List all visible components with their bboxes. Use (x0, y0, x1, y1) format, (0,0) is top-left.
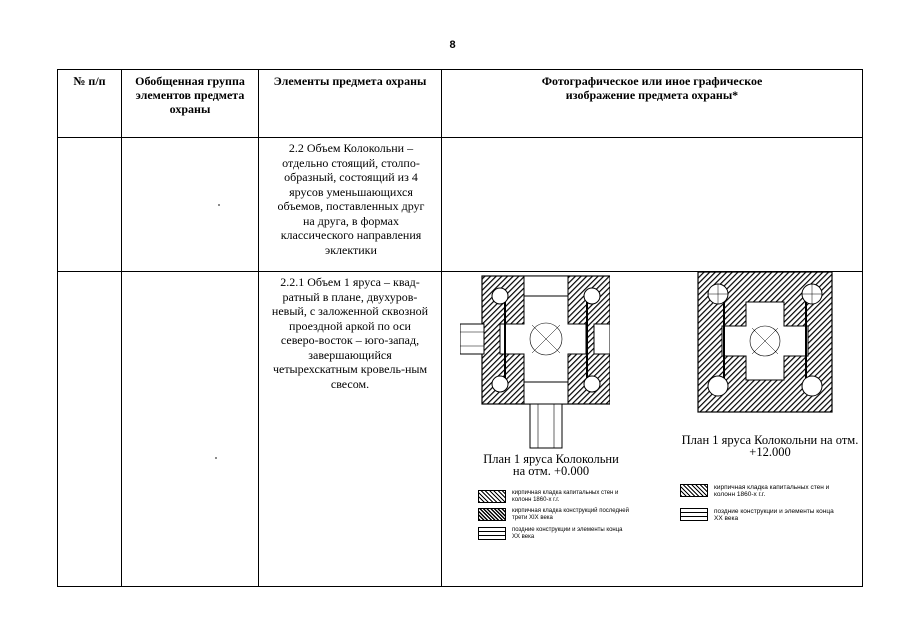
legend-item: кирпичная кладка капитальных стен и колонн 1860-х г.г. (680, 484, 844, 498)
legend-item: кирпичная кладка капитальных стен и колонн 1860-х г.г. (478, 490, 632, 504)
page-number: 8 (449, 39, 456, 51)
table-row (58, 272, 863, 587)
protection-table (57, 69, 863, 587)
plan-right-drawing (696, 268, 836, 418)
row-number-cell (58, 272, 122, 587)
header-group: Обобщенная группа элементов предмета охраны (122, 70, 259, 138)
row-image-cell (442, 272, 863, 587)
row-image-cell (442, 138, 863, 272)
table-header-row (58, 70, 863, 138)
legend-swatch-lines (680, 508, 708, 521)
plan-right-caption: План 1 яруса Колокольни на отм. +12.000 (681, 433, 859, 459)
legend-swatch-lines (478, 527, 506, 540)
header-image: Фотографическое или иное графическое изображение предмета охраны* (442, 70, 863, 138)
plans-area (442, 272, 862, 586)
plan-left-drawing (460, 272, 610, 450)
plan-left-caption: План 1 яруса Колокольни на отм. +0.000 (483, 452, 619, 478)
table-row (58, 138, 863, 272)
legend-item: кирпичная кладка конструкций последней трети XIX века (478, 508, 632, 522)
row-group-cell (122, 138, 259, 272)
scan-speck (218, 204, 220, 206)
row-group-cell (122, 272, 259, 587)
legend-swatch-hatch (478, 490, 506, 503)
row-element-cell: 2.2.1 Объем 1 яруса – квад-ратный в плане, двухуров-невый, с заложенной сквозной проездной аркой по оси северо-восток – юго-запад, завершающийся четырехскатным кровель-ным свесом. (259, 272, 442, 587)
row-number-cell (58, 138, 122, 272)
scan-speck (215, 457, 217, 459)
row-element-cell: 2.2 Объем Колокольни – отдельно стоящий, столпо-образный, состоящий из 4 ярусов уменьшающихся объемов, поставленных друг на друга, в формах классического направления эклектики (259, 138, 442, 272)
header-number: № п/п (58, 70, 122, 138)
legend-item: поздние конструкции и элементы конца XX века (680, 508, 844, 522)
legend-item: поздние конструкции и элементы конца XX века (478, 527, 632, 541)
legend-swatch-dense-hatch (478, 508, 506, 521)
legend-swatch-hatch (680, 484, 708, 497)
header-elements: Элементы предмета охраны (259, 70, 442, 138)
